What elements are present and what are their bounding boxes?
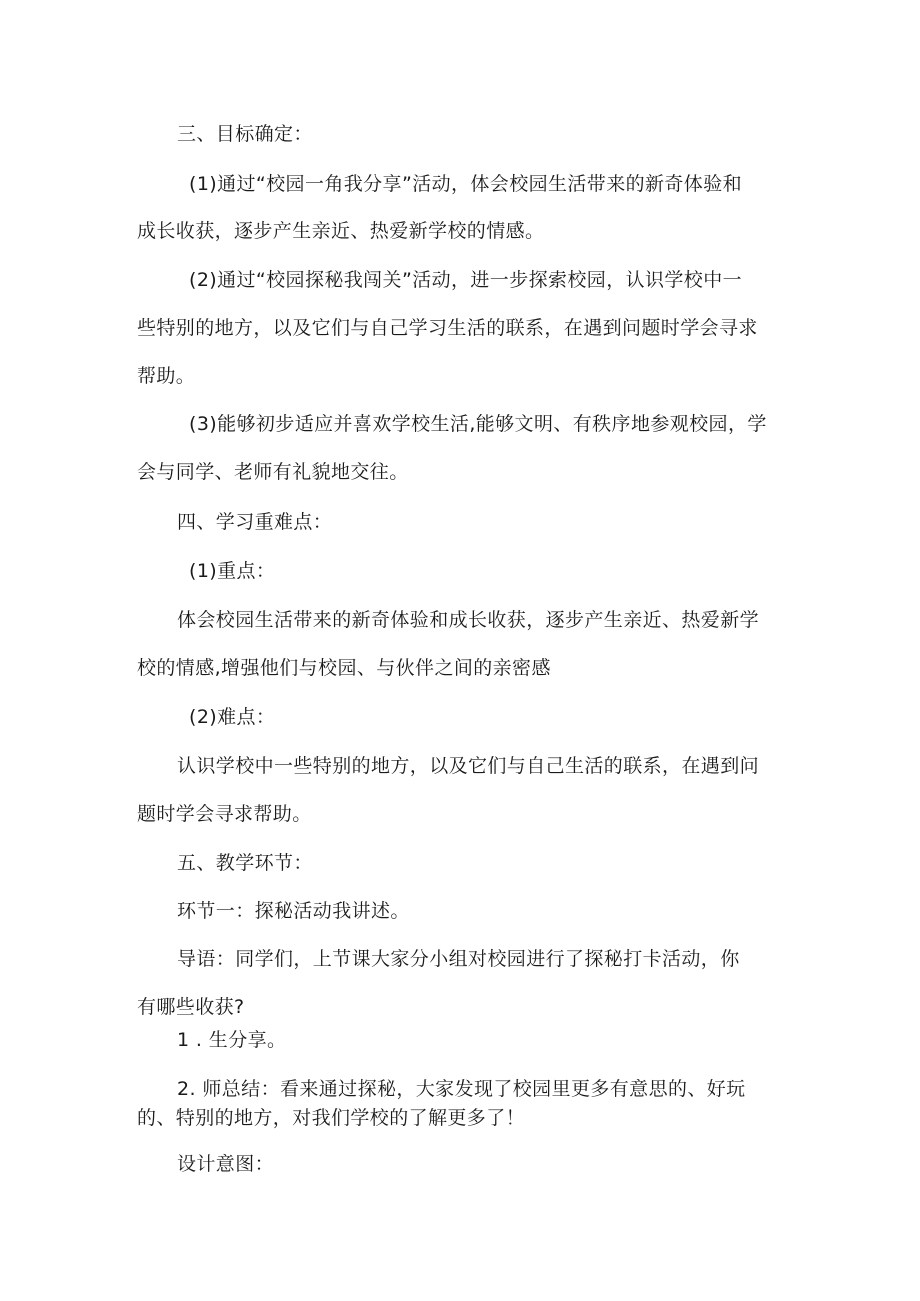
list-item: 2. 师总结：看来通过探秘，大家发现了校园里更多有意思的、好玩 bbox=[177, 1078, 746, 1100]
paragraph-line: (3)能够初步适应并喜欢学校生活,能够文明、有秩序地参观校园，学 bbox=[189, 413, 767, 435]
paragraph-line: 体会校园生活带来的新奇体验和成长收获，逐步产生亲近、热爱新学 bbox=[177, 609, 760, 631]
paragraph-line: 校的情感,增强他们与校园、与伙伴之间的亲密感 bbox=[137, 657, 551, 679]
paragraph-line: (1)通过“校园一角我分享”活动，体会校园生活带来的新奇体验和 bbox=[189, 173, 743, 195]
paragraph-line: 题时学会寻求帮助。 bbox=[137, 803, 312, 825]
design-intent-heading: 设计意图： bbox=[177, 1153, 275, 1175]
step-heading: 环节一：探秘活动我讲述。 bbox=[177, 900, 410, 922]
paragraph-line: 认识学校中一些特别的地方，以及它们与自己生活的联系，在遇到问 bbox=[177, 755, 760, 777]
section-heading-key-points: 四、学习重难点： bbox=[177, 511, 333, 533]
subheading-key-point: (1)重点： bbox=[189, 560, 276, 582]
paragraph-line: 帮助。 bbox=[137, 365, 196, 387]
paragraph-line: 有哪些收获? bbox=[137, 996, 245, 1018]
paragraph-line: (2)通过“校园探秘我闯关”活动，进一步探索校园，认识学校中一 bbox=[189, 269, 743, 291]
paragraph-line: 的、特别的地方，对我们学校的了解更多了！ bbox=[137, 1107, 526, 1129]
list-item: 1 . 生分享。 bbox=[177, 1029, 287, 1051]
paragraph-line: 会与同学、老师有礼貌地交往。 bbox=[137, 461, 409, 483]
section-heading-goals: 三、目标确定： bbox=[177, 123, 313, 145]
section-heading-teaching-steps: 五、教学环节： bbox=[177, 852, 313, 874]
subheading-difficulty: (2)难点： bbox=[189, 706, 276, 728]
paragraph-line: 成长收获，逐步产生亲近、热爱新学校的情感。 bbox=[137, 220, 545, 242]
paragraph-line: 导语：同学们，上节课大家分小组对校园进行了探秘打卡活动，你 bbox=[177, 948, 740, 970]
paragraph-line: 些特别的地方，以及它们与自己学习生活的联系，在遇到问题时学会寻求 bbox=[137, 317, 758, 339]
